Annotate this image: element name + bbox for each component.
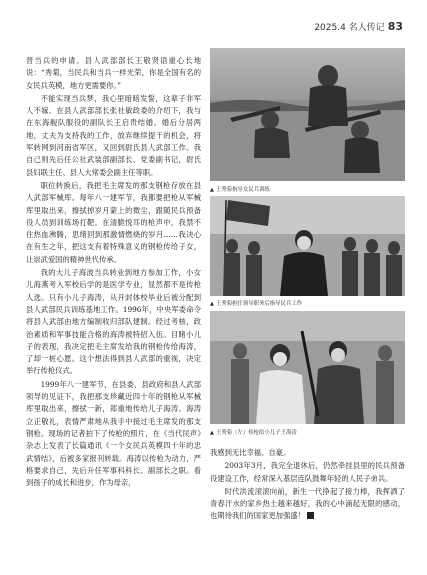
photo-training-image — [210, 48, 405, 181]
photo-training — [210, 48, 405, 181]
caption-2 — [210, 299, 410, 307]
paragraph: 不能实现当兵梦，我心里暗暗发誓，这辈子非军人不嫁。在县人武部部长张社敏政委的介绍下，我与在东海舰队服役的副队长王启贵结婚。婚后分居两地，丈夫为支持我的工作，放弃继续提干的机会，将军转网到河南省军区，又回到尉氏县人武部工作。我自己则先后任公社武装部副部长、党委副书记，尉氏县妇联主任、县人大常委会副主任等职。 — [26, 93, 201, 177]
paragraph: 我的大儿子海波当兵转业到地方参加工作，小女儿海燕考入军校后学的是医学专业，显然都不是传枪人选。只有小儿子海涛，从开封体校毕业后被分配到县人武部民兵训练基地工作。1996年，中央军委命令将县人武部由地方编制收归部队建制。经过考核，政治素质和军事技能合格的海涛被特招入伍。目睹小儿子的表现，我决定把毛主席发给我的钢枪传给海涛，了却一桩心愿。这个想法得到县人武部的重视，决定举行传枪仪式。 — [26, 268, 201, 376]
page-header — [314, 20, 403, 33]
triangle-icon: ▲ — [210, 301, 214, 307]
end-mark-icon — [307, 512, 314, 519]
paragraph: 职位转换后，我把毛主席发的那支钢枪存放在县人武部军械库。每年八一建军节，我都要把枪从军械库里取出来，擦拭掉岁月蒙上的微尘，跟随民兵预备役人员到训练场打靶。在清脆悦耳的枪声中，我禁不住热血沸腾，思绪回到那激情燃烧的岁月……我决心在有生之年，把这支有着特殊意义的钢枪传给子女，让崇武爱国的精神世代传承。 — [26, 180, 201, 264]
caption-text: 王秀菊担任领导职务后指导民兵工作 — [215, 301, 303, 307]
caption-text: 王秀菊指导女民兵训练 — [215, 187, 270, 193]
caption-text: 王秀菊（左）传枪给小儿子王海涛 — [215, 430, 297, 436]
triangle-icon: ▲ — [210, 430, 214, 436]
photo-rifle-handover — [210, 311, 405, 424]
paragraph — [210, 486, 405, 523]
photo-rifle-handover-image — [210, 311, 405, 424]
caption-3 — [210, 428, 410, 436]
caption-1 — [210, 185, 410, 193]
triangle-icon: ▲ — [210, 187, 214, 193]
right-column — [210, 447, 405, 524]
left-column — [26, 55, 201, 490]
photo-leadership — [210, 196, 405, 296]
header-text: 2025.4 名人传记 — [314, 23, 385, 33]
paragraph: 晋当兵的申请。县人武部部长王敬贤语重心长地说：“秀菊，当民兵和当兵一样光荣，你是全国有名的女民兵英模，地方更需要你。” — [26, 56, 201, 90]
paragraph: 我感到无比幸福、自豪。 — [210, 448, 291, 457]
paragraph: 1999年八一建军节，在县委、县政府和县人武部领导的见证下，我把那支珍藏近四十年的钢枪从军械库里取出来，擦拭一新，郑重地传给儿子海涛。海涛立正敬礼，表情严肃地从我手中接过毛主席发的那支钢枪。现场的记者拍下了传枪的照片，在《当代民声》杂志上发表了长篇通讯《一个女民兵英模四十年的忠武情结》，后被多家报刊转载。海涛以传枪为动力，严格要求自己，先后升任军事科科长、副部长之职。看到孩子的成长和进步，作为母亲， — [26, 379, 201, 488]
page-number: 83 — [387, 20, 403, 33]
paragraph-text: 时代洪流滚滚向前，新生一代挣起了接力棒，我挥洒了青春汗水的家乡热土越来越好，我的心中涌起无限的感动，也期待我们的国家更加强盛！ — [210, 486, 405, 521]
paragraph: 2003年3月，我完全退休后，仍然牵挂县里的民兵预备役建设工作，经常深入基层连队鼓舞年轻的人民子弟兵。 — [210, 461, 405, 483]
photo-leadership-image — [210, 196, 405, 296]
